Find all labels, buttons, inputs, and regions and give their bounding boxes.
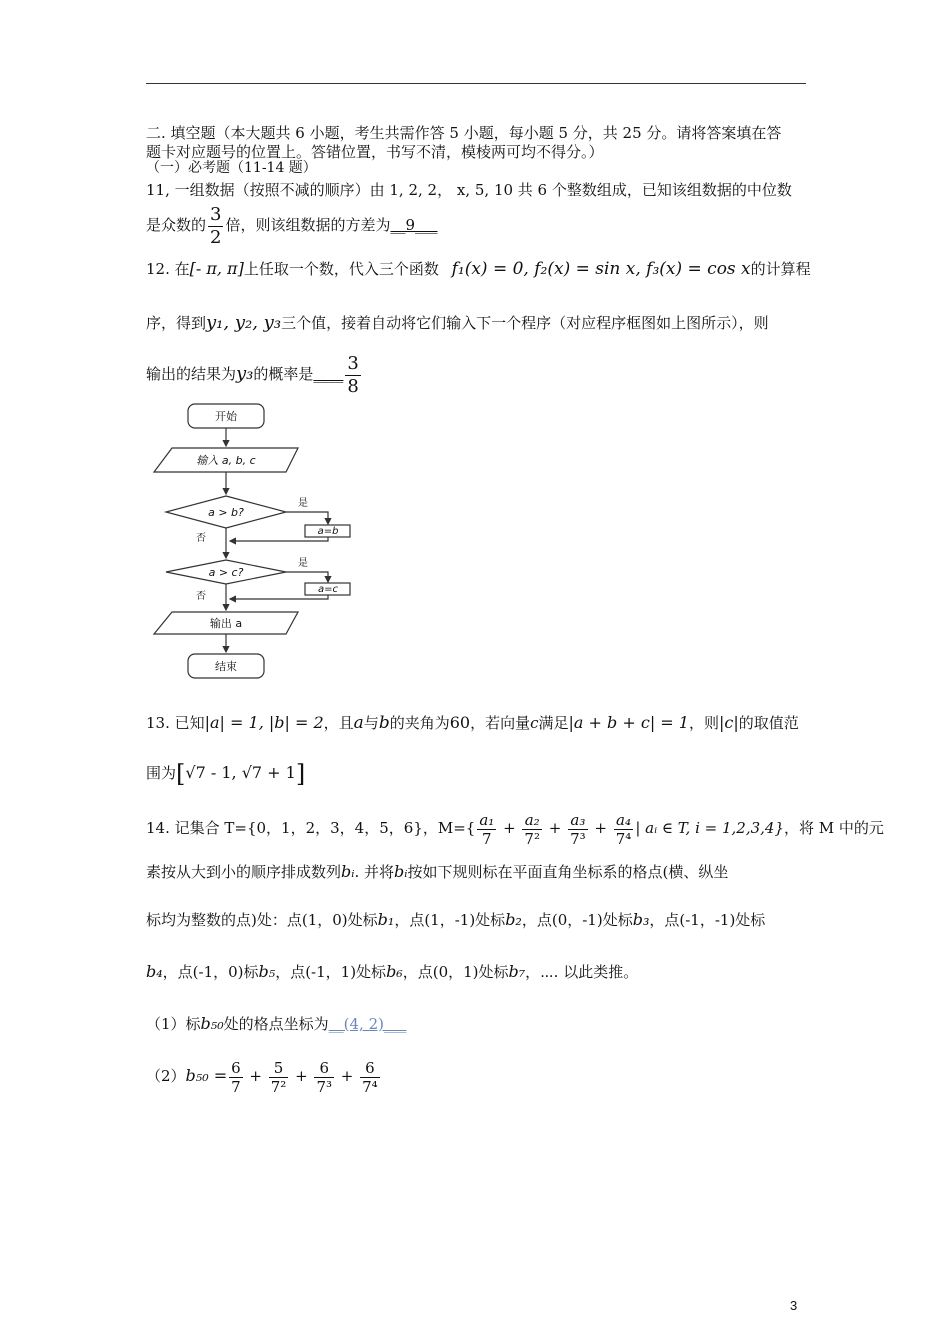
q13-abs-c: |c| (718, 713, 739, 732)
q14-line4-d: ，⋯. 以此类推。 (525, 963, 639, 981)
q14-part2-term-fraction (269, 1059, 289, 1096)
q14-part1-prefix: （1）标 (146, 1015, 201, 1033)
q11-prefix: 是众数的 (146, 216, 207, 234)
q13-suffix: 的取值范 (738, 714, 799, 732)
q14-part2-b50: b₅₀ = (185, 1066, 228, 1085)
q14-part2-term-denominator: 7 (231, 1077, 241, 1096)
q14-term-plus: + (498, 819, 521, 837)
flow-no2-label: 否 (196, 591, 206, 602)
q14-part2-term-plus: + (336, 1067, 359, 1085)
q14-term-fraction (522, 811, 542, 848)
q14-term-plus: + (543, 819, 567, 837)
q13-with: 与 (363, 714, 379, 732)
q11-frac-den: 2 (210, 226, 222, 248)
q12-answer-den: 8 (347, 375, 359, 397)
q12-answer-num: 3 (347, 352, 359, 374)
q13-prefix: 13. 已知 (146, 714, 205, 732)
q14-line2-mid: . 并将 (354, 863, 395, 881)
section-header-line1: 二. 填空题（本大题共 6 小题，考生共需作答 5 小题，每小题 5 分，共 25 分。请将答案填在答 (146, 124, 782, 142)
q12-line2 (146, 310, 769, 336)
page-number: 3 (790, 1298, 798, 1313)
q14-term-denominator: 7 (482, 829, 492, 848)
flow-end-text: 结束 (215, 660, 237, 673)
q11-line1: 11, 一组数据（按照不减的顺序）由 1, 2, 2， x, 5, 10 共 6 个整数组成，已知该组数据的中位数 (146, 181, 792, 199)
flow-start-text: 开始 (215, 410, 237, 423)
q14-prefix: 14. 记集合 T={0，1，2，3，4，5，6}，M={ (146, 819, 476, 837)
q14-term-denominator: 7² (524, 829, 540, 848)
q14-line1 (146, 808, 884, 848)
section-header-line2: 题卡对应题号的位置上。答错位置，书写不清，模棱两可均不得分。） (146, 143, 604, 161)
q13-mid1: ，且 (323, 714, 354, 732)
q13-vec-b: b (378, 713, 390, 733)
q13-vec-a: a (353, 713, 364, 733)
q14-part2-term-plus: + (290, 1067, 313, 1085)
q14-part2-term-numerator: 6 (319, 1058, 329, 1077)
q14-b2: b₂ (505, 910, 522, 929)
flow-input-text: 输入 a, b, c (196, 454, 256, 467)
q14-terms (475, 810, 635, 848)
q14-line4-b: ，点(-1，1)处标 (275, 963, 387, 981)
q12-answer-blank: ____ (313, 365, 344, 383)
q14-line3 (146, 906, 765, 934)
q13-mid5: ，则 (688, 714, 719, 732)
q11-answer: __9___ (390, 216, 438, 234)
q14-part2-term-plus: + (244, 1067, 267, 1085)
q13-line1 (146, 708, 799, 738)
q14-b5: b₅ (258, 962, 276, 981)
q13-angle: 60 (449, 713, 471, 732)
q14-part2-term-numerator: 6 (365, 1058, 375, 1077)
q13-line2: 围为[√7 - 1, √7 + 1] (146, 760, 306, 788)
q14-line2-text: 素按从大到小的顺序排成数列 (146, 863, 342, 881)
flowchart (150, 400, 360, 685)
q14-term-numerator: a₄ (616, 810, 632, 829)
q13-cond2: |a + b + c| = 1 (568, 713, 689, 732)
q13-vec-c: c (530, 714, 539, 732)
section-subheader: （一）必考题（11-14 题） (146, 160, 317, 176)
q12-answer (345, 353, 360, 398)
q14-b1: b₁ (377, 910, 395, 929)
q14-line4-c: ，点(0，1)处标 (402, 963, 509, 981)
q13-mid3: ，若向量 (470, 714, 531, 732)
q14-term-numerator: a₁ (479, 810, 495, 829)
q14-part2-term-numerator: 5 (273, 1058, 284, 1077)
q14-part1-mid: 处的格点坐标为 (223, 1015, 329, 1033)
q14-term-denominator: 7³ (570, 829, 586, 848)
q14-term-denominator: 7⁴ (615, 829, 632, 848)
q14-part2-term-fraction (314, 1059, 334, 1096)
q13-range: √7 - 1, √7 + 1 (185, 763, 296, 782)
q12-line3 (146, 350, 363, 398)
q14-suffix: ，将 M 中的元 (784, 819, 884, 837)
q12-interval: [- π, π] (189, 259, 244, 278)
flow-cond1-text: a > b? (208, 506, 244, 519)
q12-ys: y₁, y₂, y₃ (206, 312, 282, 333)
q14-part2-prefix: （2） (146, 1067, 186, 1085)
flow-cond2-text: a > c? (208, 566, 244, 579)
q14-line2-suffix: 按如下规则标在平面直角坐标系的格点(横、纵坐 (407, 863, 729, 881)
q14-bi: bᵢ (341, 862, 355, 881)
q14-part2-terms (227, 1058, 382, 1096)
q13-cond: |a| = 1, |b| = 2 (204, 713, 324, 732)
q14-part2-term-denominator: 7⁴ (362, 1077, 378, 1096)
q12-suffix: 的计算程 (750, 260, 811, 278)
q14-b7: b₇ (508, 962, 526, 981)
q12-line2-suffix: 三个值，接着自动将它们输入下一个程序（对应程序框图如上图所示），则 (281, 314, 769, 332)
q14-part2-term-numerator: 6 (231, 1058, 241, 1077)
q14-b4: b₄ (146, 962, 163, 981)
q14-b3: b₃ (632, 910, 650, 929)
q11-line2 (146, 203, 438, 249)
q14-b6: b₆ (386, 962, 403, 981)
flow-no1-label: 否 (196, 533, 206, 544)
q12-functions: f₁(x) = 0, f₂(x) = sin x, f₃(x) = cos x (451, 259, 751, 279)
q14-part1-answer: __(4, 2)___ (328, 1015, 407, 1033)
q14-term-numerator: a₃ (570, 810, 586, 829)
q14-set-cond: | aᵢ ∈ T, i = 1,2,3,4} (635, 819, 784, 837)
flow-output-text: 输出 a (209, 617, 243, 630)
q14-line3-d: ，点(-1，-1)处标 (649, 911, 766, 929)
q14-line4 (146, 958, 638, 986)
q13-line2-prefix: 围为 (146, 764, 177, 782)
q14-line2 (146, 858, 728, 886)
q12-mid: 上任取一个数，代入三个函数 (243, 260, 439, 278)
flow-yes1-label: 是 (298, 498, 308, 509)
q14-line3-b: ，点(1，-1)处标 (394, 911, 506, 929)
q11-fraction (208, 204, 223, 249)
header-rule (146, 83, 806, 84)
flow-assign1-text: a=b (317, 526, 339, 537)
q11-suffix: 倍，则该组数据的方差为 (225, 216, 391, 234)
q14-line3-a: 标均为整数的点)处：点(1，0)处标 (146, 911, 378, 929)
q12-line3-mid: 的概率是 (253, 365, 314, 383)
q14-part2-term-fraction (360, 1059, 380, 1096)
flow-yes2-label: 是 (298, 558, 308, 569)
q12-prefix: 12. 在 (146, 260, 190, 278)
q14-part1 (146, 1010, 406, 1038)
q14-part2 (146, 1056, 382, 1096)
q14-line4-a: ，点(-1，0)标 (162, 963, 259, 981)
q14-term-plus: + (589, 819, 612, 837)
q13-mid2: 的夹角为 (389, 714, 450, 732)
q12-y3: y₃ (236, 363, 254, 384)
flow-assign2-text: a=c (317, 584, 339, 595)
q14-line3-c: ，点(0，-1)处标 (521, 911, 633, 929)
q14-part2-term-denominator: 7³ (316, 1077, 332, 1096)
q14-term-fraction (477, 811, 496, 848)
q12-line1 (146, 256, 811, 282)
q11-frac-num: 3 (210, 203, 222, 225)
q14-term-numerator: a₂ (524, 810, 540, 829)
q14-term-fraction (614, 811, 634, 848)
q14-bi-2: bᵢ (394, 862, 408, 881)
q12-line2-prefix: 序，得到 (146, 314, 207, 332)
q14-b50: b₅₀ (200, 1014, 224, 1033)
q14-term-fraction (568, 811, 588, 848)
q12-line3-prefix: 输出的结果为 (146, 365, 237, 383)
q14-part2-term-fraction (229, 1059, 243, 1096)
q14-part2-term-denominator: 7² (270, 1077, 287, 1096)
q13-mid4: 满足 (538, 714, 569, 732)
